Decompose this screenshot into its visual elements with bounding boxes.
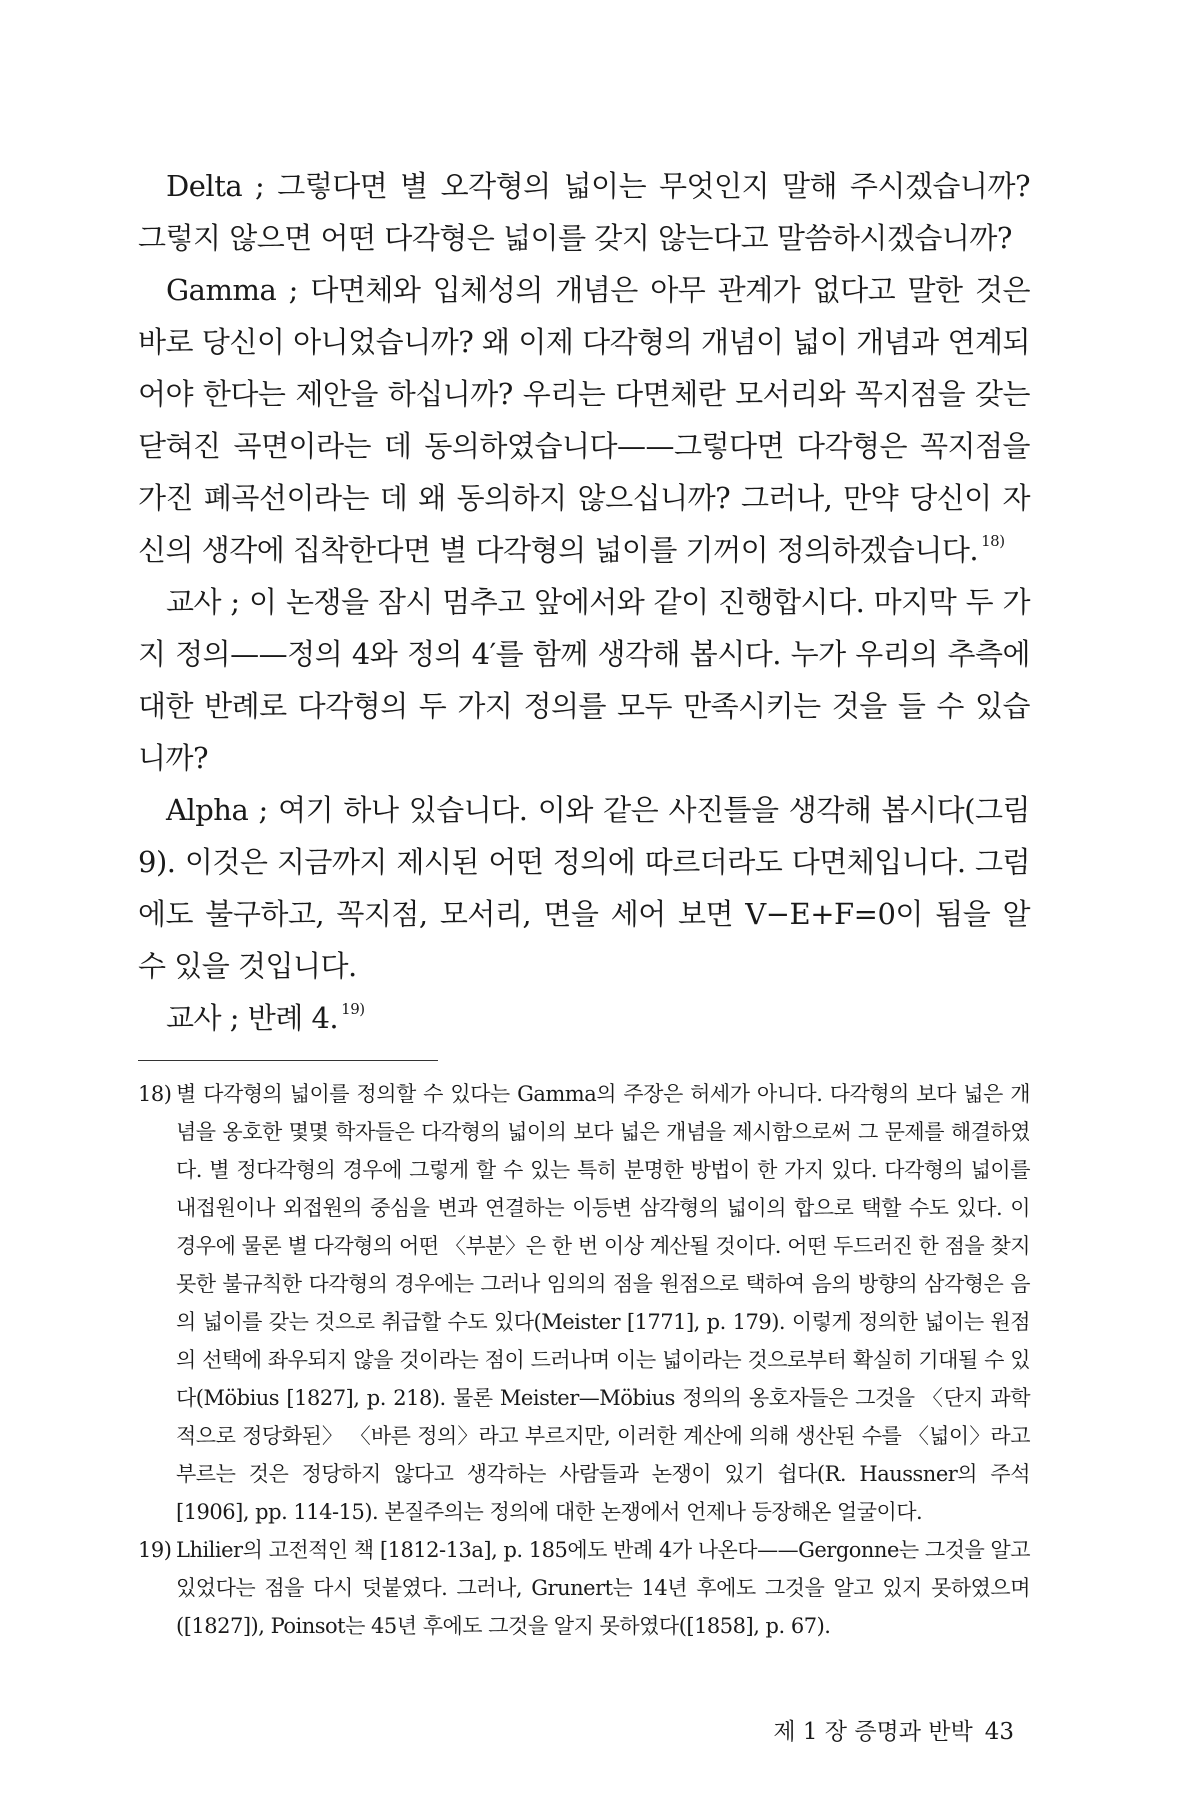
footnote-ref: 19) [341,1000,365,1018]
footnote-text: Lhilier의 고전적인 책 [1812-13a], p. 185에도 반례 4가 나온다——Gergonne는 그것을 알고 있었다는 점을 다시 덧붙였다. 그러나, Grunert는 14년 후에도 그것을 알고 있지 못하였으며([1827]), Poinsot는 45년 후에도 그것을 알지 못하였다([1858], p. 67). [176,1538,1030,1638]
speech: ; 반례 4. [229,1001,339,1035]
footnote [138,1075,1030,1531]
chapter-title: 제 1 장 증명과 반박 [773,1719,973,1745]
speech: ; 다면체와 입체성의 개념은 아무 관계가 없다고 말한 것은 바로 당신이 아니었습니까? 왜 이제 다각형의 개념이 넓이 개념과 연계되어야 한다는 제안을 하십니까? 우리는 다면체란 모서리와 꼭지점을 갖는 닫혀진 곡면이라는 데 동의하였습니다——그렇다면 다각형은 꼭지점을 가진 폐곡선이라는 데 왜 동의하지 않으십니까? 그러나, 만약 당신이 자신의 생각에 집착한다면 별 다각형의 넓이를 기꺼이 정의하겠습니다. [138,273,1030,567]
page-content [138,160,1030,1645]
footnote-number: 18) [138,1082,172,1106]
speaker: Gamma [166,273,277,307]
footnotes [138,1075,1030,1645]
paragraph [138,264,1030,576]
footnote-text: 별 다각형의 넓이를 정의할 수 있다는 Gamma의 주장은 허세가 아니다. 다각형의 보다 넓은 개념을 옹호한 몇몇 학자들은 다각형의 넓이의 보다 넓은 개념을 제시함으로써 그 문제를 해결하였다. 별 정다각형의 경우에 그렇게 할 수 있는 특히 분명한 방법이 한 가지 있다. 다각형의 넓이를 내접원이나 외접원의 중심을 변과 연결하는 이등변 삼각형의 넓이의 합으로 택할 수도 있다. 이 경우에 물론 별 다각형의 어떤 〈부분〉은 한 번 이상 계산될 것이다. 어떤 두드러진 한 점을 찾지 못한 불규칙한 다각형의 경우에는 그러나 임의의 점을 원점으로 택하여 음의 방향의 삼각형은 음의 넓이를 갖는 것으로 취급할 수도 있다(Meister [1771], p. 179). 이렇게 정의한 넓이는 원점의 선택에 좌우되지 않을 것이라는 점이 드러나며 이는 넓이라는 것으로부터 확실히 기대될 수 있다(Möbius [1827], p. 218). 물론 Meister—Möbius 정의의 옹호자들은 그것을 〈단지 과학적으로 정당화된〉 〈바른 정의〉라고 부르지만, 이러한 계산에 의해 생산된 수를 〈넓이〉라고 부르는 것은 정당하지 않다고 생각하는 사람들과 논쟁이 있기 쉽다(R. Haussner의 주석 [1906], pp. 114-15). 본질주의는 정의에 대한 논쟁에서 언제나 등장해온 얼굴이다. [176,1082,1030,1524]
speech: ; 그렇다면 별 오각형의 넓이는 무엇인지 말해 주시겠습니까? 그렇지 않으면 어떤 다각형은 넓이를 갖지 않는다고 말씀하시겠습니까? [138,169,1031,255]
paragraph [138,784,1030,992]
page-number: 43 [984,1719,1014,1745]
footnote-ref: 18) [981,532,1005,550]
speech: ; 여기 하나 있습니다. 이와 같은 사진틀을 생각해 봅시다(그림 9). 이것은 지금까지 제시된 어떤 정의에 따르더라도 다면체입니다. 그럼에도 불구하고, 꼭지점, 모서리, 면을 세어 보면 V−E+F=0이 됨을 알 수 있을 것입니다. [138,793,1031,983]
footnote-divider [138,1060,438,1061]
footnote [138,1531,1030,1645]
speaker: Alpha [166,793,249,827]
speech: ; 이 논쟁을 잠시 멈추고 앞에서와 같이 진행합시다. 마지막 두 가지 정의——정의 4와 정의 4′를 함께 생각해 봅시다. 누가 우리의 추측에 대한 반례로 다각형의 두 가지 정의를 모두 만족시키는 것을 들 수 있습니까? [138,585,1030,775]
speaker: 교사 [166,585,222,619]
paragraph [138,576,1030,784]
page-footer [761,1713,1014,1746]
speaker: Delta [166,169,243,203]
main-text [138,160,1030,1044]
footnote-number: 19) [138,1538,172,1562]
speaker: 교사 [166,1001,222,1035]
paragraph [138,992,1030,1044]
paragraph [138,160,1030,264]
